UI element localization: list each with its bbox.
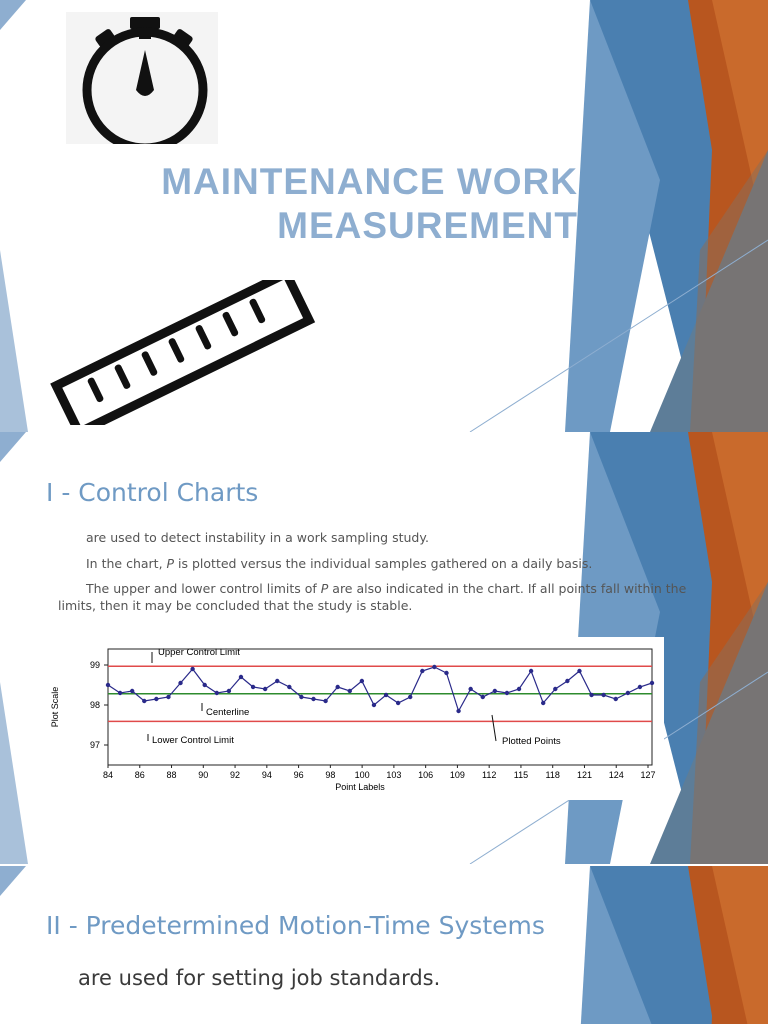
data-point: [577, 669, 581, 673]
ruler-icon: [40, 280, 320, 425]
x-tick-label: 100: [354, 770, 370, 780]
data-point: [215, 691, 219, 695]
paragraph-2-text-b: is plotted versus the individual samples gathered on a daily basis.: [174, 556, 593, 571]
control-chart: [46, 637, 664, 800]
y-tick-label: 97: [89, 740, 100, 750]
data-point: [444, 671, 448, 675]
centerline-annotation: Centerline: [206, 707, 250, 718]
paragraph-1: [58, 529, 718, 546]
data-point: [227, 689, 231, 693]
data-point: [517, 687, 521, 691]
x-tick-label: 103: [386, 770, 402, 780]
data-point: [553, 687, 557, 691]
x-tick-label: 118: [545, 770, 560, 780]
slide-pmts: [0, 866, 768, 1024]
series-line: [108, 667, 652, 711]
data-point: [130, 689, 134, 693]
lower-control-limit-annotation: Lower Control Limit: [152, 735, 234, 746]
data-point: [396, 701, 400, 705]
slide-control-charts: [0, 432, 768, 864]
section-heading: II - Predetermined Motion-Time Systems: [46, 911, 545, 940]
y-tick-label: 99: [89, 660, 100, 670]
plotted-points-annotation: Plotted Points: [502, 736, 561, 747]
x-tick-label: 92: [230, 770, 241, 780]
data-point: [626, 691, 630, 695]
x-tick-label: 127: [640, 770, 656, 780]
data-point: [481, 695, 485, 699]
x-tick-label: 94: [261, 770, 272, 780]
x-tick-label: 115: [513, 770, 529, 780]
data-point: [468, 687, 472, 691]
paragraph-2: [58, 555, 718, 572]
data-point: [275, 679, 279, 683]
x-tick-label: 106: [418, 770, 434, 780]
data-point: [614, 697, 618, 701]
x-tick-label: 96: [293, 770, 304, 780]
data-point: [190, 667, 194, 671]
data-point: [541, 701, 545, 705]
paragraph-2-text-a: In the chart,: [86, 556, 167, 571]
stopwatch-icon: [66, 12, 218, 144]
data-point: [203, 683, 207, 687]
page-title: [161, 160, 578, 248]
data-point: [638, 685, 642, 689]
data-point: [251, 685, 255, 689]
data-point: [335, 685, 339, 689]
data-point: [299, 695, 303, 699]
data-point: [311, 697, 315, 701]
data-point: [432, 665, 436, 669]
x-axis-label: Point Labels: [335, 782, 385, 792]
paragraph-1-text: are used to detect instability in a work sampling study.: [86, 530, 429, 545]
data-point: [505, 691, 509, 695]
y-axis-label: Plot Scale: [50, 686, 60, 728]
data-point: [178, 681, 182, 685]
x-tick-label: 98: [325, 770, 336, 780]
data-point: [348, 689, 352, 693]
data-point: [360, 679, 364, 683]
x-tick-label: 124: [608, 770, 624, 780]
section-heading: I - Control Charts: [46, 478, 259, 507]
slide-title: [0, 0, 768, 432]
data-point: [565, 679, 569, 683]
paragraph-3-text-a: The upper and lower control limits of: [86, 581, 321, 596]
data-point: [118, 691, 122, 695]
data-point: [263, 687, 267, 691]
x-tick-label: 90: [198, 770, 209, 780]
data-point: [408, 695, 412, 699]
data-point: [106, 683, 110, 687]
data-point: [589, 693, 593, 697]
data-point: [287, 685, 291, 689]
plotted-points-annotation-arrow: [492, 715, 496, 741]
data-point: [154, 697, 158, 701]
x-tick-label: 112: [481, 770, 497, 780]
data-point: [372, 703, 376, 707]
x-tick-label: 121: [576, 770, 592, 780]
data-point: [239, 675, 243, 679]
title-line-2: MEASUREMENT: [277, 205, 578, 246]
data-point: [456, 709, 460, 713]
data-point: [529, 669, 533, 673]
x-tick-label: 86: [134, 770, 145, 780]
data-point: [323, 699, 327, 703]
upper-control-limit-annotation: Upper Control Limit: [158, 647, 240, 658]
data-point: [142, 699, 146, 703]
y-tick-label: 98: [89, 700, 100, 710]
x-tick-label: 88: [166, 770, 177, 780]
data-point: [650, 681, 654, 685]
variable-p: P: [320, 581, 329, 596]
x-tick-label: 84: [102, 770, 114, 780]
data-point: [420, 669, 424, 673]
title-line-1: MAINTENANCE WORK: [161, 161, 578, 202]
paragraph-3-text-b: are also indicated in the chart. If all points fall within the limits, then it may be concluded that the study is stable.: [58, 581, 687, 613]
slide-decoration: [0, 866, 768, 1024]
x-tick-label: 109: [449, 770, 465, 780]
data-point: [493, 689, 497, 693]
data-point: [601, 693, 605, 697]
data-point: [166, 695, 170, 699]
body-text: are used for setting job standards.: [78, 966, 441, 990]
paragraph-3: [58, 580, 718, 614]
data-point: [384, 693, 388, 697]
variable-p: P: [166, 556, 175, 571]
